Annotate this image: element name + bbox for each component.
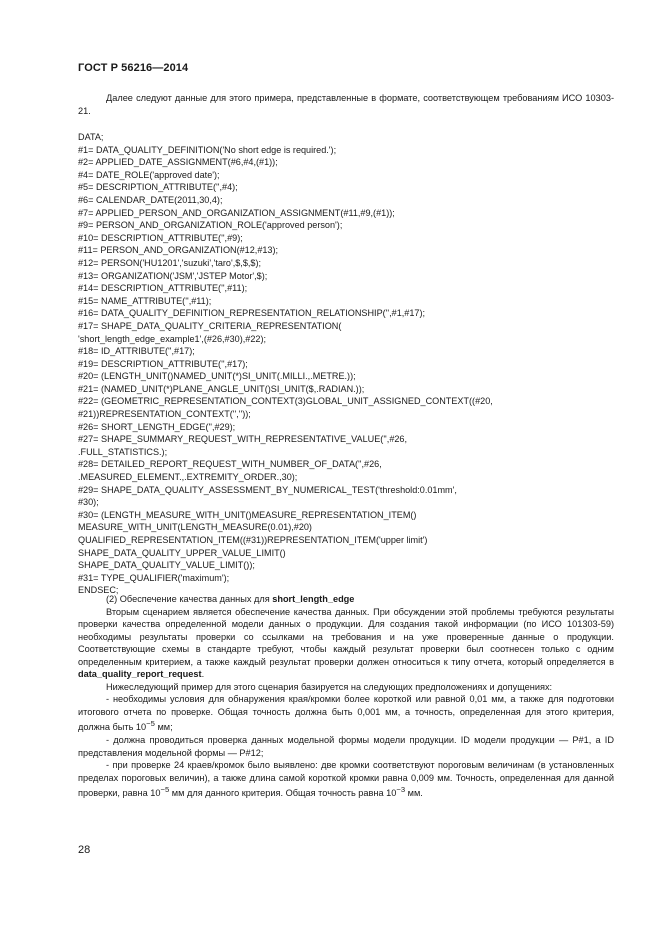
code-line: #28= DETAILED_REPORT_REQUEST_WITH_NUMBER_OF_DATA('',#26, — [78, 459, 382, 470]
code-line: #10= DESCRIPTION_ATTRIBUTE('',#9); — [78, 232, 243, 243]
code-line: #1= DATA_QUALITY_DEFINITION('No short edge is required.'); — [78, 144, 337, 155]
code-line: #11= PERSON_AND_ORGANIZATION(#12,#13); — [78, 245, 279, 256]
code-line: #29= SHAPE_DATA_QUALITY_ASSESSMENT_BY_NUMERICAL_TEST('threshold:0.01mm', — [78, 484, 457, 495]
code-line: .MEASURED_ELEMENT.,.EXTREMITY_ORDER.,30); — [78, 472, 298, 483]
code-line: #21= (NAMED_UNIT(*)PLANE_ANGLE_UNIT()SI_UNIT($,.RADIAN.)); — [78, 383, 365, 394]
code-line: ENDSEC; — [78, 585, 119, 596]
code-line: 'short_length_edge_example1',(#26,#30),#22); — [78, 333, 267, 344]
paragraph-scenario: Вторым сценарием является обеспечение качества данных. При обсуждении этой проблемы требуются результаты проверки качества определенной модели данных о продукции. Для создания такой информации (по ИСО 101303-59) необходимы результаты проверки со ссылками на требования и на уже проверенные данные о продукции. Соответствующие схемы в стандарте требуют, чтобы каждый результат проверки был соотнесен только с одним определенным критерием, а также каждый результат проверки должен относиться к типу отчета, который определяется в data_quality_report_request. — [78, 606, 614, 680]
code-line: #30); — [78, 497, 99, 508]
code-line: #12= PERSON('HU1201','suzuki','taro',$,$,$); — [78, 257, 262, 268]
code-line: #4= DATE_ROLE('approved date'); — [78, 169, 220, 180]
code-line: #26= SHORT_LENGTH_EDGE('',#29); — [78, 421, 236, 432]
heading-entity-name: short_length_edge — [272, 594, 355, 604]
code-line: .FULL_STATISTICS.); — [78, 446, 168, 457]
intro-paragraph: Далее следуют данные для этого примера, представленные в формате, соответствующем требованиям ИСО 10303-21. — [78, 93, 614, 117]
code-line: #6= CALENDAR_DATE(2011,30,4); — [78, 194, 223, 205]
code-line: #31= TYPE_QUALIFIER('maximum'); — [78, 572, 230, 583]
standard-header: ГОСТ Р 56216—2014 — [78, 62, 189, 74]
code-line: #30= (LENGTH_MEASURE_WITH_UNIT()MEASURE_REPRESENTATION_ITEM() — [78, 509, 417, 520]
code-line: #17= SHAPE_DATA_QUALITY_CRITERIA_REPRESENTATION( — [78, 320, 342, 331]
code-line: #15= NAME_ATTRIBUTE('',#11); — [78, 295, 212, 306]
code-line: #14= DESCRIPTION_ATTRIBUTE('',#11); — [78, 283, 248, 294]
assumption-item-3: - при проверке 24 краев/кромок было выявлено: две кромки соответствуют пороговым величинам (в установленных пределах пороговых величин), а также длина самой короткой кромки равна 0,009 мм. Точность, определенная для данной проверки, равна $10^{-5}$ мм для данного критерия. Общая точность равна $10^{-3}$ мм. — [78, 760, 614, 799]
section-heading: (2) Обеспечение качества данных для short_length_edge — [106, 594, 355, 604]
code-line: #5= DESCRIPTION_ATTRIBUTE('',#4); — [78, 182, 238, 193]
assumption-item-2: - должна проводиться проверка данных модельной формы модели продукции. ID модели продукции — P#1, а ID представления модельной формы — P#12; — [78, 735, 614, 758]
page-number: 28 — [78, 844, 91, 856]
code-line: #22= (GEOMETRIC_REPRESENTATION_CONTEXT(3)GLOBAL_UNIT_ASSIGNED_CONTEXT((#20, — [78, 396, 493, 407]
code-line: MEASURE_WITH_UNIT(LENGTH_MEASURE(0.01),#20) — [78, 522, 312, 533]
paragraph-assumptions: Нижеследующий пример для этого сценария базируется на следующих предположениях и допущениях: — [106, 681, 553, 692]
code-line: SHAPE_DATA_QUALITY_UPPER_VALUE_LIMIT() — [78, 547, 286, 558]
step-data-listing — [78, 131, 493, 597]
code-line: #18= ID_ATTRIBUTE('',#17); — [78, 346, 195, 357]
code-line: #21))REPRESENTATION_CONTEXT('','')); — [78, 409, 251, 420]
report-request-term: data_quality_report_request — [78, 669, 202, 680]
code-line: #19= DESCRIPTION_ATTRIBUTE('',#17); — [78, 358, 248, 369]
code-line: #13= ORGANIZATION('JSM','JSTEP Motor',$); — [78, 270, 268, 281]
code-line: DATA; — [78, 132, 104, 142]
code-line: #20= (LENGTH_UNIT()NAMED_UNIT(*)SI_UNIT(.MILLI.,.METRE.)); — [78, 371, 356, 382]
code-line: #9= PERSON_AND_ORGANIZATION_ROLE('approved person'); — [78, 220, 343, 231]
code-line: #27= SHAPE_SUMMARY_REQUEST_WITH_REPRESENTATIVE_VALUE('',#26, — [78, 434, 408, 445]
code-line: SHAPE_DATA_QUALITY_VALUE_LIMIT()); — [78, 560, 255, 571]
assumption-item-1: - необходимы условия для обнаружения края/кромки более короткой или равной 0,01 мм, а также для подготовки итогового отчета по проверке. Общая точность должна быть 0,001 мм, а точность, определенная для этого критерия, должна быть $10^{-5}$ мм; — [78, 694, 614, 733]
section-short-length-edge — [78, 593, 614, 800]
code-line: #16= DATA_QUALITY_DEFINITION_REPRESENTATION_RELATIONSHIP('',#1,#17); — [78, 308, 426, 319]
code-line: #7= APPLIED_PERSON_AND_ORGANIZATION_ASSIGNMENT(#11,#9,(#1)); — [78, 207, 395, 218]
code-line: #2= APPLIED_DATE_ASSIGNMENT(#6,#4,(#1)); — [78, 157, 278, 168]
code-line: QUALIFIED_REPRESENTATION_ITEM((#31))REPRESENTATION_ITEM('upper limit') — [78, 535, 428, 545]
